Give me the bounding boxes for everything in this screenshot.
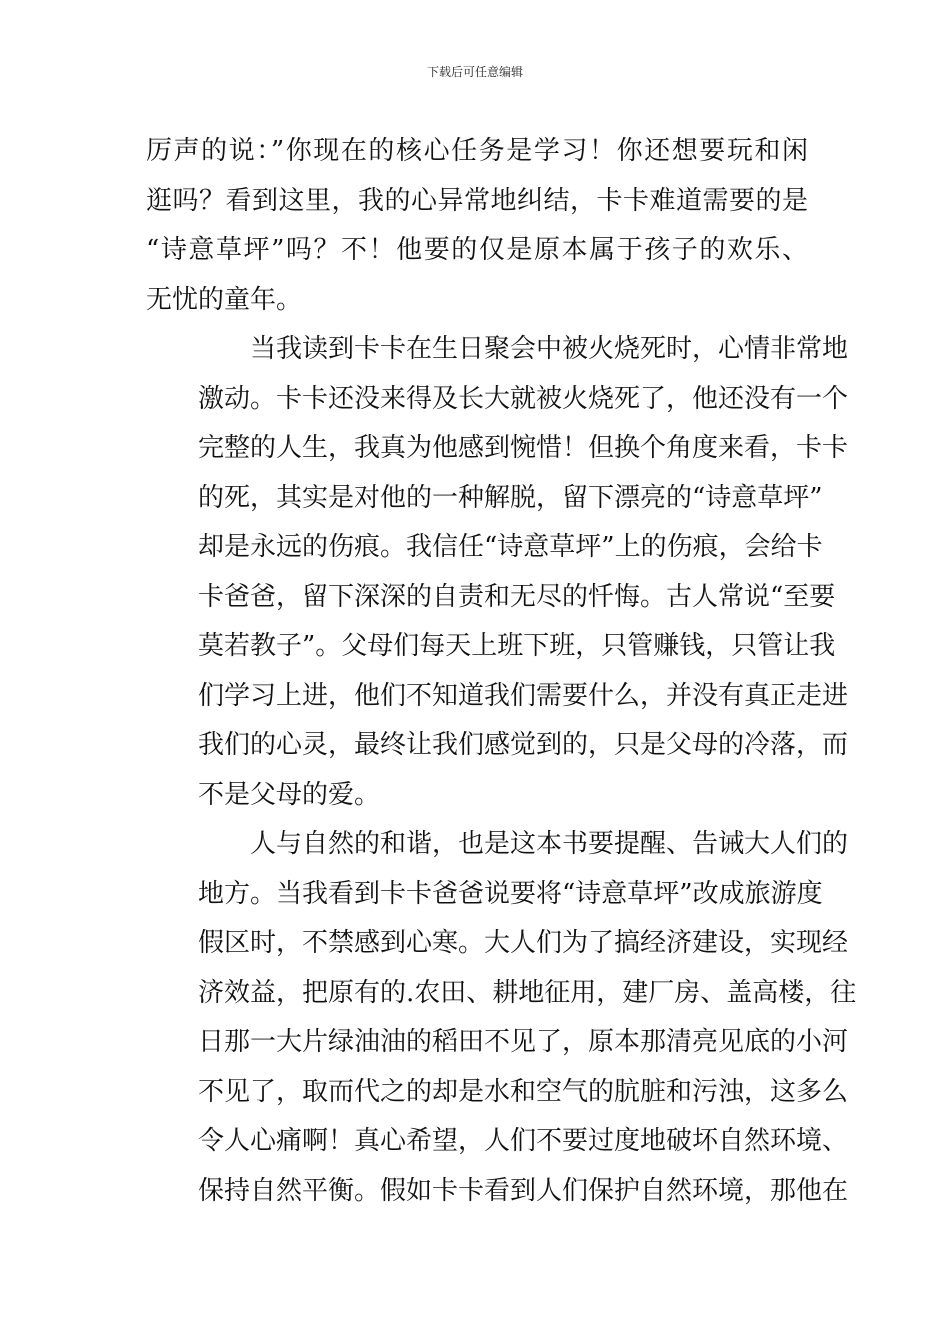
text-line: 保持自然平衡。假如卡卡看到人们保护自然环境，那他在 <box>198 1175 849 1206</box>
text-line: 当我读到卡卡在生日聚会中被火烧死时，心情非常地 <box>250 334 849 364</box>
text-line: 不见了，取而代之的却是水和空气的肮脏和污浊，这多么 <box>198 1076 849 1107</box>
paragraph-1 <box>146 127 808 325</box>
text-line: 假区时，不禁感到心寒。大人们为了搞经济建设，实现经 <box>198 928 849 958</box>
text-line: 我们的心灵，最终让我们感觉到的，只是父母的冷落，而 <box>198 730 849 760</box>
text-line: 人与自然的和谐，也是这本书要提醒、告诫大人们的 <box>250 829 849 859</box>
text-line: 无忧的童年。 <box>146 284 303 315</box>
text-line: 完整的人生，我真为他感到惋惜！但换个角度来看，卡卡 <box>198 433 849 463</box>
text-line: 令人心痛啊！真心希望，人们不要过度地破坏自然环境、 <box>198 1126 849 1156</box>
page-header: 下载后可任意编辑 <box>426 65 523 79</box>
text-line: 济效益，把原有的.农田、耕地征用，建厂房、盖高楼，往 <box>198 977 857 1008</box>
text-line: 激动。卡卡还没来得及长大就被火烧死了，他还没有一个 <box>198 383 849 414</box>
text-line: 逛吗？看到这里，我的心异常地纠结，卡卡难道需要的是 <box>146 185 808 216</box>
text-line: 莫若教子”。父母们每天上班下班，只管赚钱，只管让我 <box>198 631 836 661</box>
text-line: 地方。当我看到卡卡爸爸说要将“诗意草坪”改成旅游度 <box>198 878 823 909</box>
text-line: 却是永远的伤痕。我信任“诗意草坪”上的伤痕，会给卡 <box>198 532 823 562</box>
body-text <box>146 127 857 1216</box>
text-line: 不是父母的爱。 <box>198 779 381 810</box>
text-line: 们学习上进，他们不知道我们需要什么，并没有真正走进 <box>198 680 849 711</box>
text-line: 的死，其实是对他的一种解脱，留下漂亮的“诗意草坪” <box>198 482 823 513</box>
text-line: 厉声的说：”你现在的核心任务是学习！你还想要玩和闲 <box>146 136 808 166</box>
text-line: 卡爸爸，留下深深的自责和无尽的忏悔。古人常说“至要 <box>198 581 836 612</box>
text-line: “诗意草坪”吗？不！他要的仅是原本属于孩子的欢乐、 <box>146 235 808 265</box>
paragraph-2 <box>146 325 849 820</box>
paragraph-3 <box>146 820 857 1216</box>
text-line: 日那一大片绿油油的稻田不见了，原本那清亮见底的小河 <box>198 1027 849 1057</box>
